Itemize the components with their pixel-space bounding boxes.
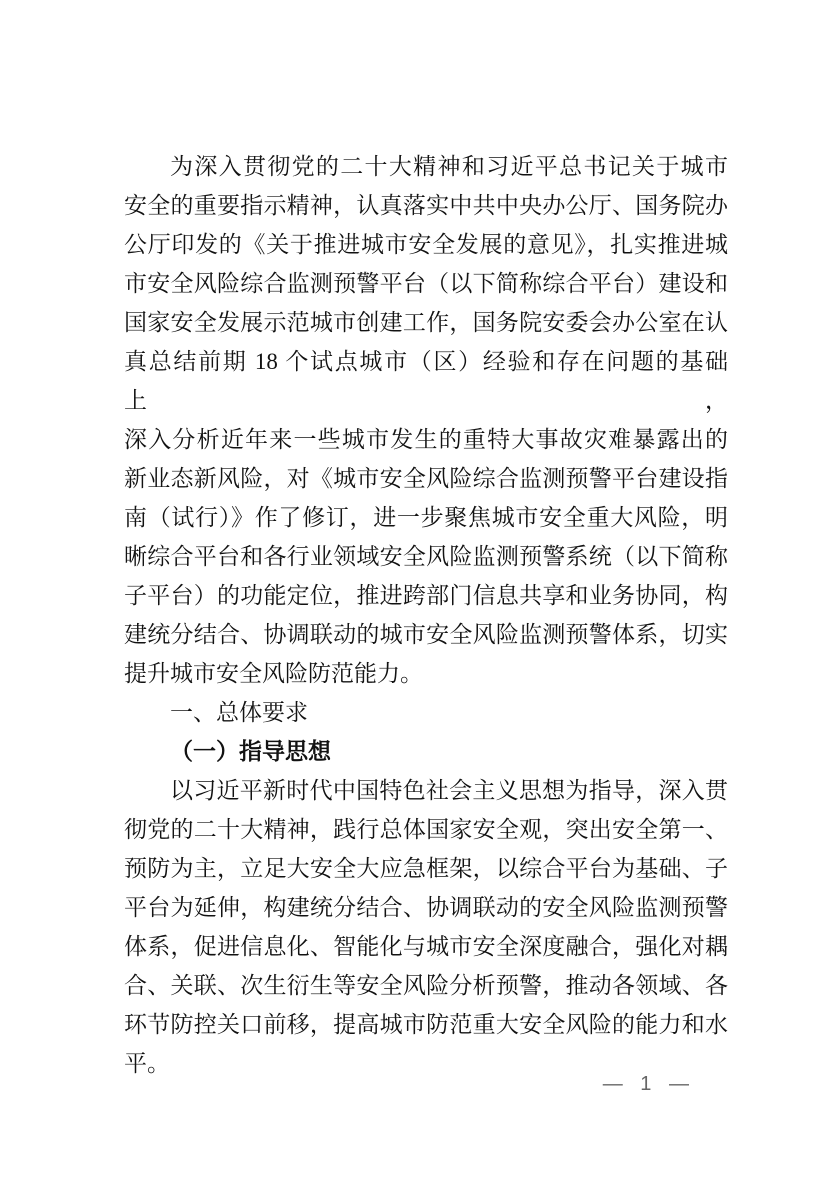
document-body xyxy=(124,147,728,1083)
text-line: 市安全风险综合监测预警平台（以下简称综合平台）建设和 xyxy=(124,271,728,296)
text-line: 平。 xyxy=(124,1051,170,1076)
text-line: 平台为延伸，构建统分结合、协调联动的安全风险监测预警 xyxy=(124,895,728,920)
text-line: 建统分结合、协调联动的城市安全风险监测预警体系，切实 xyxy=(124,622,728,647)
text-line: 预防为主，立足大安全大应急框架，以综合平台为基础、子 xyxy=(124,856,728,881)
text-line: 南（试行）》作了修订，进一步聚焦城市安全重大风险，明 xyxy=(124,505,728,530)
text-line: 晰综合平台和各行业领域安全风险监测预警系统（以下简称 xyxy=(124,544,728,569)
subsection-heading: （一）指导思想 xyxy=(170,739,331,764)
text-line: 提升城市安全风险防范能力。 xyxy=(124,661,423,686)
text-line: 以习近平新时代中国特色社会主义思想为指导，深入贯 xyxy=(170,778,728,803)
text-line: 体系，促进信息化、智能化与城市安全深度融合，强化对耦 xyxy=(124,934,728,959)
text-line: 国家安全发展示范城市创建工作，国务院安委会办公室在认 xyxy=(124,310,728,335)
text-line: 子平台）的功能定位，推进跨部门信息共享和业务协同，构 xyxy=(124,583,728,608)
text-line: 合、关联、次生衍生等安全风险分析预警，推动各领域、各 xyxy=(124,973,728,998)
text-line: 为深入贯彻党的二十大精神和习近平总书记关于城市 xyxy=(170,154,728,179)
text-line: 安全的重要指示精神，认真落实中共中央办公厅、国务院办 xyxy=(124,193,728,218)
text-line: 深入分析近年来一些城市发生的重特大事故灾难暴露出的 xyxy=(124,427,728,452)
text-line: 真总结前期 18 个试点城市（区）经验和存在问题的基础上， xyxy=(124,349,728,413)
text-line: 新业态新风险，对《城市安全风险综合监测预警平台建设指 xyxy=(124,466,728,491)
page-number: — 1 — xyxy=(602,1073,692,1095)
text-line: 彻党的二十大精神，践行总体国家安全观，突出安全第一、 xyxy=(124,817,728,842)
text-line: 公厅印发的《关于推进城市安全发展的意见》，扎实推进城 xyxy=(124,232,728,257)
text-line: 环节防控关口前移，提高城市防范重大安全风险的能力和水 xyxy=(124,1012,728,1037)
section-heading: 一、总体要求 xyxy=(170,700,308,725)
